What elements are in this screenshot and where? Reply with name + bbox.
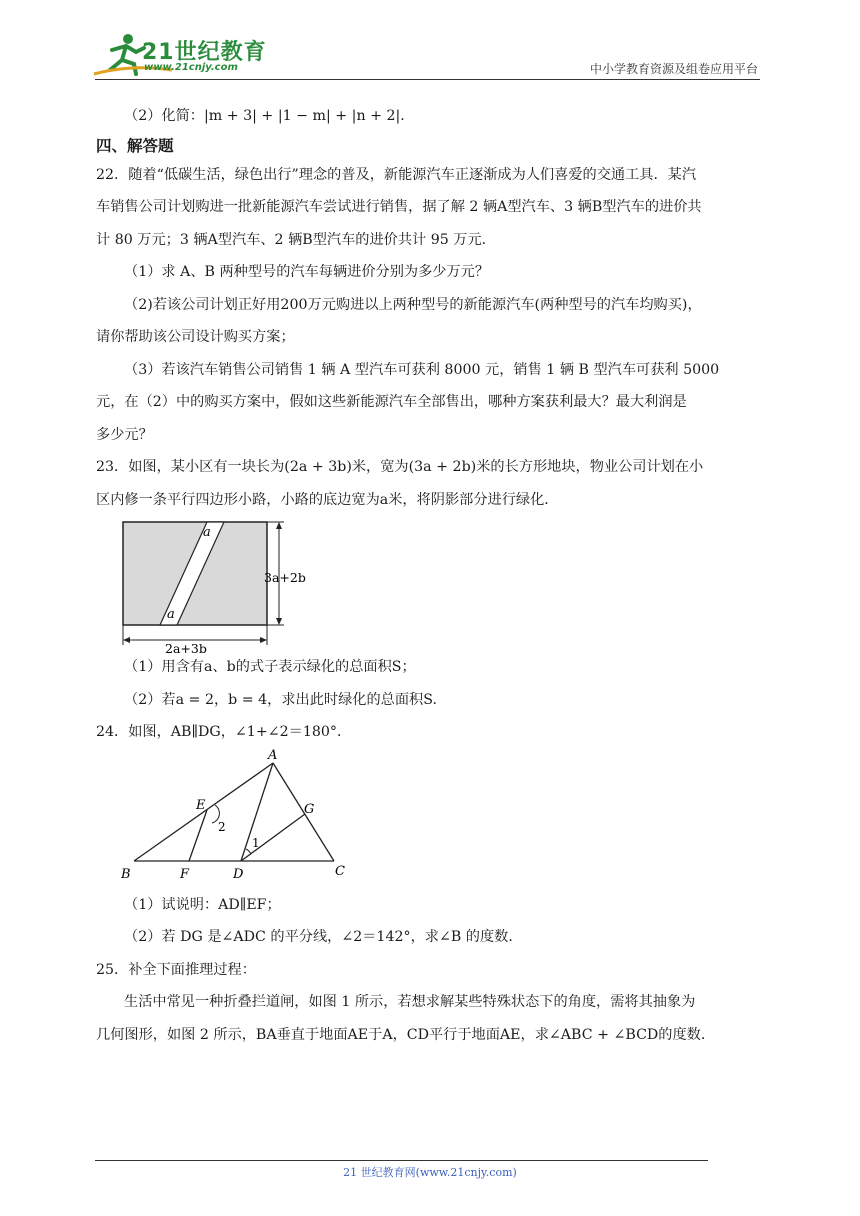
q22-part-2-line-1: （2)若该公司计划正好用200万元购进以上两种型号的新能源汽车(两种型号的汽车均购买)， xyxy=(124,296,702,313)
q22-part-1: （1）求 A、B 两种型号的汽车每辆进价分别为多少万元？ xyxy=(124,264,490,280)
q23-line-1: 23．如图，某小区有一块长为(2a + 3b)米，宽为(3a + 2b)米的长方形地块，物业公司计划在小 xyxy=(96,459,704,475)
point-g: G xyxy=(304,801,315,817)
label-top-a: a xyxy=(203,525,211,540)
q23-part-2: （2）若a = 2，b = 4，求出此时绿化的总面积S. xyxy=(124,691,437,708)
logo-text: 21世纪教育 xyxy=(142,40,267,65)
figure-triangle xyxy=(96,749,764,889)
label-bottom-a: a xyxy=(167,607,175,622)
angle-1-label: 1 xyxy=(252,835,260,850)
logo-url: www.21cnjy.com xyxy=(144,62,238,73)
header-divider xyxy=(95,79,760,80)
point-b: B xyxy=(121,866,131,882)
q24-part-1: （1）试说明：AD∥EF； xyxy=(124,896,281,913)
q22-line-3: 计 80 万元；3 辆A型汽车、2 辆B型汽车的进价共计 95 万元． xyxy=(96,231,496,248)
point-c: C xyxy=(335,863,345,879)
q25-line-2: 生活中常见一种折叠拦道闸，如图 1 所示，若想求解某些特殊状态下的角度，需将其抽象为 xyxy=(124,994,696,1010)
q22-line-2: 车销售公司计划购进一批新能源汽车尝试进行销售，据了解 2 辆A型汽车、3 辆B型汽车的进价共 xyxy=(96,199,702,215)
section-heading: 四、解答题 xyxy=(96,136,174,155)
document-body xyxy=(96,100,764,1051)
question-21-part-2: （2）化简：|m + 3| + |1 − m| + |n + 2|. xyxy=(124,108,405,124)
header-platform-name: 中小学教育资源及组卷应用平台 xyxy=(589,62,758,76)
q22-line-1: 22．随着“低碳生活，绿色出行”理念的普及，新能源汽车正逐渐成为人们喜爱的交通工具．某汽 xyxy=(96,166,697,183)
q22-part-2-line-2: 请你帮助该公司设计购买方案； xyxy=(96,329,295,345)
footer-divider xyxy=(95,1160,708,1161)
label-width: 2a+3b xyxy=(165,641,207,653)
point-f: F xyxy=(180,866,190,882)
q24-part-2: （2）若 DG 是∠ADC 的平分线，∠2＝142°，求∠B 的度数． xyxy=(124,929,523,945)
q23-part-1: （1）用含有a、b的式子表示绿化的总面积S； xyxy=(124,659,416,675)
point-d: D xyxy=(233,866,244,882)
angle-2-label: 2 xyxy=(218,819,226,834)
q25-line-3: 几何图形，如图 2 所示，BA垂直于地面AE于A，CD平行于地面AE，求∠ABC + ∠BCD的度数． xyxy=(96,1026,716,1043)
q23-line-2: 区内修一条平行四边形小路，小路的底边宽为a米，将阴影部分进行绿化． xyxy=(96,491,559,508)
point-a: A xyxy=(268,748,278,763)
q22-part-3-line-3: 多少元？ xyxy=(96,426,153,443)
point-e: E xyxy=(196,797,206,813)
figure-rectangle-path xyxy=(96,516,764,651)
q22-part-3-line-2: 元，在（2）中的购买方案中，假如这些新能源汽车全部售出，哪种方案获利最大？最大利润是 xyxy=(96,394,687,410)
q22-part-3-line-1: （3）若该汽车销售公司销售 1 辆 A 型汽车可获利 8000 元，销售 1 辆 B 型汽车可获利 5000 xyxy=(124,361,720,378)
footer-text: 21 世纪教育网(www.21cnjy.com) xyxy=(343,1166,517,1179)
q25-line-1: 25．补全下面推理过程： xyxy=(96,961,256,978)
label-height: 3a+2b xyxy=(264,570,306,585)
q24-line-1: 24．如图，AB∥DG，∠1+∠2＝180°． xyxy=(96,724,352,740)
